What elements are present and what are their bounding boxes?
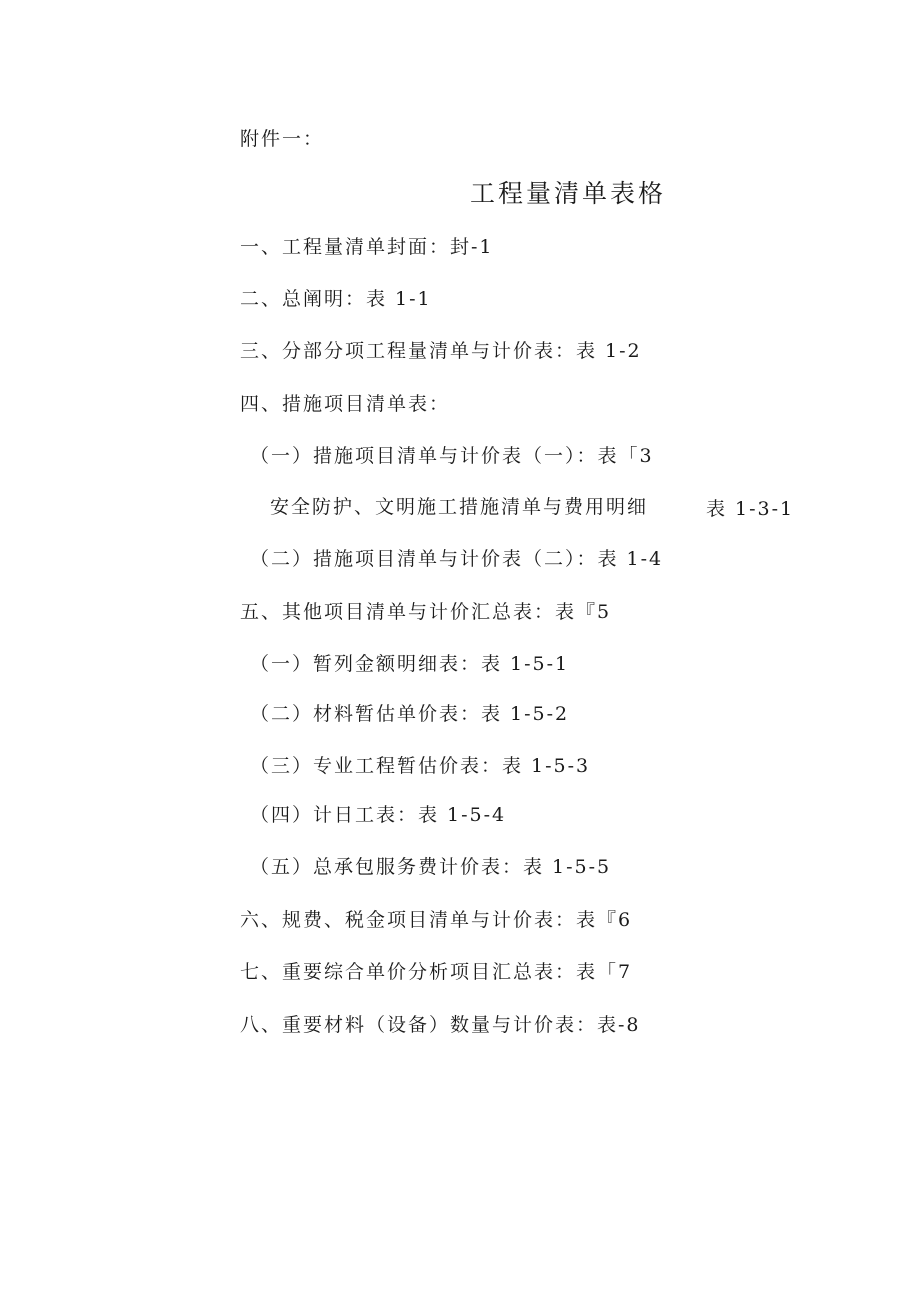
list-item-ref: 表 1-3-1 bbox=[706, 498, 795, 520]
list-item: （二）措施项目清单与计价表（二）：表 1-4 bbox=[250, 548, 664, 570]
list-item: （四）计日工表：表 1-5-4 bbox=[250, 804, 507, 826]
list-item: 安全防护、文明施工措施清单与费用明细 bbox=[270, 496, 649, 518]
list-item: 八、重要材料（设备）数量与计价表：表-8 bbox=[240, 1014, 641, 1036]
list-item: 二、总阐明：表 1-1 bbox=[240, 288, 432, 310]
list-item: 四、措施项目清单表： bbox=[240, 393, 451, 415]
list-item: 三、分部分项工程量清单与计价表：表 1-2 bbox=[240, 340, 642, 362]
list-item: （五）总承包服务费计价表：表 1-5-5 bbox=[250, 856, 612, 878]
list-item: 六、规费、税金项目清单与计价表：表『6 bbox=[240, 909, 633, 931]
list-item: （一）措施项目清单与计价表（一）：表「3 bbox=[250, 445, 654, 467]
list-item: （二）材料暂估单价表：表 1-5-2 bbox=[250, 703, 570, 725]
list-item: 一、工程量清单封面：封-1 bbox=[240, 236, 494, 258]
list-item: 七、重要综合单价分析项目汇总表：表「7 bbox=[240, 961, 633, 983]
page-title: 工程量清单表格 bbox=[470, 179, 667, 208]
attachment-label: 附件一： bbox=[240, 128, 325, 150]
list-item: 五、其他项目清单与计价汇总表：表『5 bbox=[240, 601, 612, 623]
list-item: （三）专业工程暂估价表：表 1-5-3 bbox=[250, 755, 591, 777]
list-item: （一）暂列金额明细表：表 1-5-1 bbox=[250, 653, 570, 675]
